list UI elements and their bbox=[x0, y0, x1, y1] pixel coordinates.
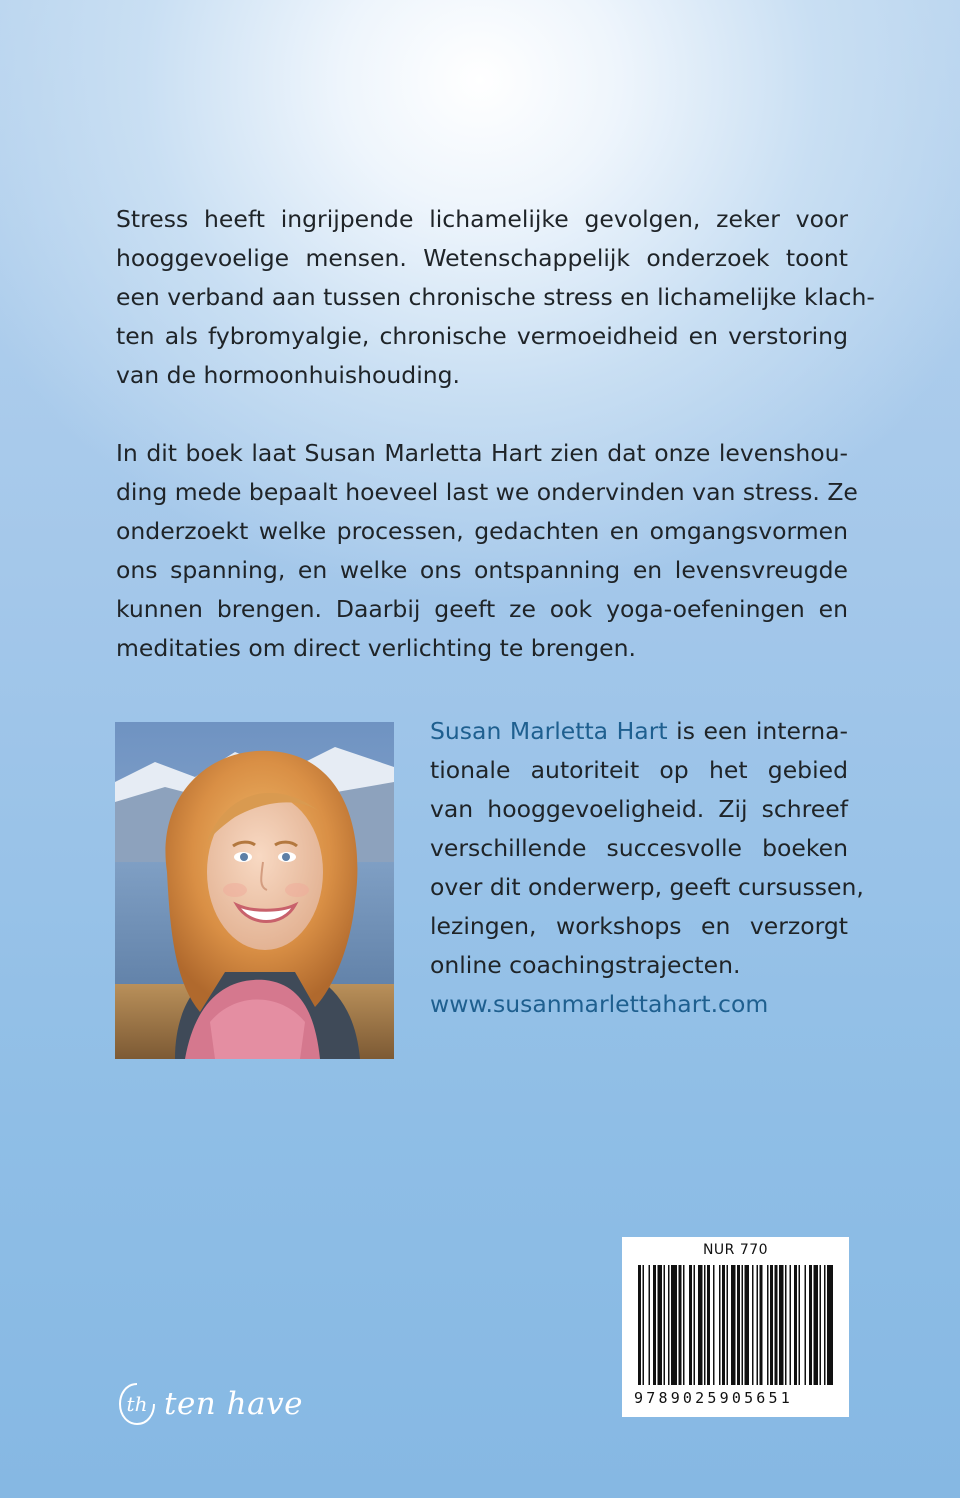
barcode-bar bbox=[805, 1265, 807, 1385]
author-name: Susan Marletta Hart bbox=[430, 717, 668, 745]
barcode-bar bbox=[814, 1265, 819, 1385]
barcode-bar bbox=[722, 1265, 725, 1385]
barcode-bar bbox=[757, 1265, 759, 1385]
author-bio-line: verschillende succesvolle boeken bbox=[430, 834, 848, 862]
author-bio-line bbox=[430, 712, 848, 751]
barcode-bar bbox=[785, 1265, 787, 1385]
blurb-line: hooggevoelige mensen. Wetenschappelijk onderzoek toont bbox=[116, 244, 848, 272]
barcode-bar bbox=[643, 1265, 645, 1385]
author-bio-line: tionale autoriteit op het gebied bbox=[430, 756, 848, 784]
nur-label: NUR 770 bbox=[702, 1242, 769, 1258]
barcode-bar bbox=[809, 1265, 812, 1385]
blurb-line: ten als fybromyalgie, chronische vermoeidheid en verstoring bbox=[116, 322, 848, 350]
blurb-paragraph-1 bbox=[116, 200, 875, 395]
barcode-bar bbox=[719, 1265, 721, 1385]
barcode-bar bbox=[770, 1265, 773, 1385]
blurb-line: Stress heeft ingrijpende lichamelijke gevolgen, zeker voor bbox=[116, 205, 848, 233]
blurb-line: In dit boek laat Susan Marletta Hart zien dat onze levenshou- bbox=[116, 439, 848, 467]
barcode-bar bbox=[698, 1265, 703, 1385]
blurb-line: meditaties om direct verlichting te brengen. bbox=[116, 634, 636, 662]
barcode-bar bbox=[664, 1265, 666, 1385]
barcode-bar bbox=[731, 1265, 736, 1385]
barcode-bar bbox=[679, 1265, 682, 1385]
barcode-bar bbox=[790, 1265, 792, 1385]
author-website-link[interactable]: www.susanmarlettahart.com bbox=[430, 990, 769, 1018]
publisher-monogram-icon bbox=[118, 1382, 156, 1426]
author-bio bbox=[430, 712, 864, 985]
barcode-bar bbox=[824, 1265, 826, 1385]
barcode-bar bbox=[779, 1265, 784, 1385]
barcode-bar bbox=[752, 1265, 754, 1385]
barcode-bar bbox=[827, 1265, 833, 1385]
barcode-bar bbox=[742, 1265, 744, 1385]
publisher-name: ten have bbox=[164, 1386, 303, 1422]
barcode-bar bbox=[775, 1265, 778, 1385]
author-bio-line: online coachingstrajecten. bbox=[430, 951, 741, 979]
barcode-bar bbox=[638, 1265, 641, 1385]
barcode-bar bbox=[658, 1265, 663, 1385]
blurb-paragraph-2 bbox=[116, 434, 858, 668]
author-bio-line: lezingen, workshops en verzorgt bbox=[430, 912, 848, 940]
author-bio-line: over dit onderwerp, geeft cursussen, bbox=[430, 873, 864, 901]
barcode-bar bbox=[694, 1265, 696, 1385]
blurb-line: ding mede bepaalt hoeveel last we ondervinden van stress. Ze bbox=[116, 478, 858, 506]
barcode-bar bbox=[745, 1265, 750, 1385]
barcode-bar bbox=[760, 1265, 763, 1385]
barcode-bar bbox=[794, 1265, 797, 1385]
barcode-bar bbox=[668, 1265, 670, 1385]
barcode-bar bbox=[799, 1265, 801, 1385]
isbn-number: 9789025905651 bbox=[634, 1389, 793, 1407]
blurb-line: van de hormoonhuishouding. bbox=[116, 361, 461, 389]
barcode-bar bbox=[649, 1265, 651, 1385]
blurb-line: kunnen brengen. Daarbij geeft ze ook yoga-oefeningen en bbox=[116, 595, 848, 623]
isbn-barcode bbox=[622, 1237, 849, 1417]
barcode-bar bbox=[689, 1265, 692, 1385]
barcode-bar bbox=[707, 1265, 710, 1385]
blurb-line: ons spanning, en welke ons ontspanning en levensvreugde bbox=[116, 556, 848, 584]
barcode-bar bbox=[727, 1265, 729, 1385]
barcode-bar bbox=[653, 1265, 656, 1385]
barcode-bar bbox=[704, 1265, 706, 1385]
publisher-logo bbox=[118, 1378, 303, 1430]
barcode-bars bbox=[636, 1265, 836, 1389]
barcode-bar bbox=[671, 1265, 677, 1385]
barcode-bar bbox=[713, 1265, 715, 1385]
author-bio-line-text: is een interna- bbox=[667, 717, 848, 745]
barcode-bar bbox=[767, 1265, 769, 1385]
publisher-monogram: th bbox=[126, 1392, 148, 1416]
barcode-bar bbox=[683, 1265, 685, 1385]
barcode-bar bbox=[737, 1265, 740, 1385]
blurb-line: onderzoekt welke processen, gedachten en omgangsvormen bbox=[116, 517, 848, 545]
author-photo bbox=[115, 722, 394, 1059]
barcode-bar bbox=[820, 1265, 822, 1385]
blurb-line: een verband aan tussen chronische stress en lichamelijke klach- bbox=[116, 283, 875, 311]
author-bio-line: van hooggevoeligheid. Zij schreef bbox=[430, 795, 848, 823]
